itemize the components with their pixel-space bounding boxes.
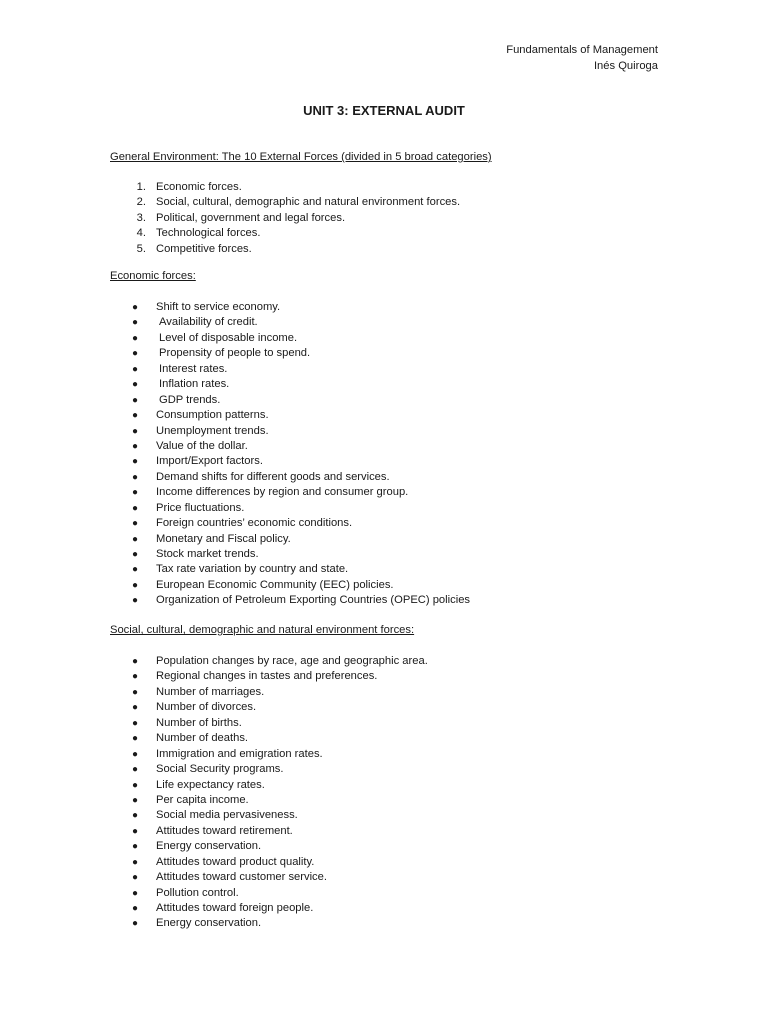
list-item-text: Number of deaths. <box>156 732 249 745</box>
list-item-text: Number of marriages. <box>156 685 265 698</box>
bullet-icon: ● <box>132 686 139 698</box>
list-item-text: Shift to service economy. <box>156 301 281 313</box>
list-item-text: Interest rates. <box>159 362 228 375</box>
economic-forces-heading: Economic forces: <box>110 270 196 282</box>
bullet-icon: ● <box>132 656 139 667</box>
list-item-text: Pollution control. <box>156 886 239 899</box>
bullet-icon: ● <box>132 440 139 452</box>
list-item-number: 5. <box>136 242 146 255</box>
bullet-icon: ● <box>132 471 139 483</box>
bullet-icon: ● <box>132 733 139 745</box>
list-item-text: Level of disposable income. <box>159 331 298 344</box>
bullet-icon: ● <box>132 748 139 760</box>
list-item-text: Monetary and Fiscal policy. <box>156 532 291 545</box>
course-name: Fundamentals of Management <box>506 44 658 56</box>
general-environment-heading: General Environment: The 10 External Forces (divided in 5 broad categories) <box>110 151 492 163</box>
bullet-icon: ● <box>132 717 139 729</box>
list-item-text: Social media pervasiveness. <box>156 809 298 822</box>
list-item-text: Income differences by region and consumer group. <box>156 486 409 499</box>
social-forces-heading: Social, cultural, demographic and natural environment forces: <box>110 624 415 636</box>
list-item-text: Life expectancy rates. <box>156 778 265 791</box>
list-item-text: Value of the dollar. <box>156 439 248 452</box>
list-item-text: Organization of Petroleum Exporting Countries (OPEC) policies <box>156 594 471 607</box>
bullet-icon: ● <box>132 887 139 899</box>
list-item-number: 2. <box>136 196 146 209</box>
bullet-icon: ● <box>132 564 139 576</box>
bullet-icon: ● <box>132 903 139 914</box>
bullet-icon: ● <box>132 702 139 714</box>
list-item-text: Energy conservation. <box>156 840 262 853</box>
list-item-text: Attitudes toward customer service. <box>156 871 327 884</box>
list-item-text: Unemployment trends. <box>156 424 269 437</box>
list-item-text: Attitudes toward product quality. <box>156 855 315 868</box>
bullet-icon: ● <box>132 302 139 313</box>
bullet-icon: ● <box>132 794 139 806</box>
list-item-text: Tax rate variation by country and state. <box>156 563 349 576</box>
bullet-icon: ● <box>132 425 139 437</box>
list-item-text: Inflation rates. <box>159 378 230 391</box>
list-item-text: Import/Export factors. <box>156 455 263 468</box>
bullet-icon: ● <box>132 317 139 329</box>
bullet-icon: ● <box>132 671 139 683</box>
list-item-text: Number of births. <box>156 716 242 729</box>
list-item-text: Price fluctuations. <box>156 501 245 514</box>
bullet-icon: ● <box>132 456 139 468</box>
page-title: UNIT 3: EXTERNAL AUDIT <box>303 103 465 118</box>
list-item-text: Demand shifts for different goods and services. <box>156 470 390 483</box>
list-item-number: 3. <box>136 211 146 224</box>
list-item-text: Technological forces. <box>156 227 261 240</box>
list-item-number: 1. <box>136 181 146 193</box>
bullet-icon: ● <box>132 810 139 822</box>
bullet-icon: ● <box>132 533 139 545</box>
bullet-icon: ● <box>132 841 139 853</box>
list-item-text: Foreign countries’ economic conditions. <box>156 517 353 530</box>
bullet-icon: ● <box>132 502 139 514</box>
list-item-text: GDP trends. <box>159 393 221 406</box>
bullet-icon: ● <box>132 394 139 406</box>
bullet-icon: ● <box>132 579 139 591</box>
list-item-text: Economic forces. <box>156 181 242 193</box>
list-item-text: Regional changes in tastes and preferences. <box>156 670 378 683</box>
bullet-icon: ● <box>132 348 139 360</box>
list-item-text: Immigration and emigration rates. <box>156 747 323 760</box>
page-header <box>506 43 658 74</box>
author-name: Inés Quiroga <box>593 59 658 72</box>
list-item-text: Social Security programs. <box>156 763 284 776</box>
list-item-text: Consumption patterns. <box>156 409 269 422</box>
bullet-icon: ● <box>132 332 139 344</box>
bullet-icon: ● <box>132 825 139 837</box>
bullet-icon: ● <box>132 379 139 391</box>
list-item-text: Propensity of people to spend. <box>159 347 311 360</box>
bullet-icon: ● <box>132 363 139 375</box>
bullet-icon: ● <box>132 487 139 499</box>
bullet-icon: ● <box>132 549 139 560</box>
list-item-text: Per capita income. <box>156 793 249 806</box>
list-item-text: Number of divorces. <box>156 701 257 714</box>
list-item-text: Political, government and legal forces. <box>156 211 346 224</box>
bullet-icon: ● <box>132 410 139 422</box>
bullet-icon: ● <box>132 764 139 776</box>
bullet-icon: ● <box>132 856 139 868</box>
bullet-icon: ● <box>132 918 139 930</box>
list-item-text: Energy conservation. <box>156 917 262 930</box>
list-item-text: European Economic Community (EEC) policies. <box>156 578 394 591</box>
list-item-text: Stock market trends. <box>156 548 259 560</box>
list-item-text: Competitive forces. <box>156 242 252 255</box>
list-item-text: Social, cultural, demographic and natural environment forces. <box>156 196 461 209</box>
list-item-number: 4. <box>136 227 146 240</box>
list-item-text: Attitudes toward foreign people. <box>156 902 314 914</box>
list-item-text: Attitudes toward retirement. <box>156 824 293 837</box>
bullet-icon: ● <box>132 779 139 791</box>
bullet-icon: ● <box>132 872 139 884</box>
bullet-icon: ● <box>132 595 139 607</box>
list-item-text: Population changes by race, age and geographic area. <box>156 655 428 667</box>
bullet-icon: ● <box>132 518 139 530</box>
list-item-text: Availability of credit. <box>159 316 258 329</box>
